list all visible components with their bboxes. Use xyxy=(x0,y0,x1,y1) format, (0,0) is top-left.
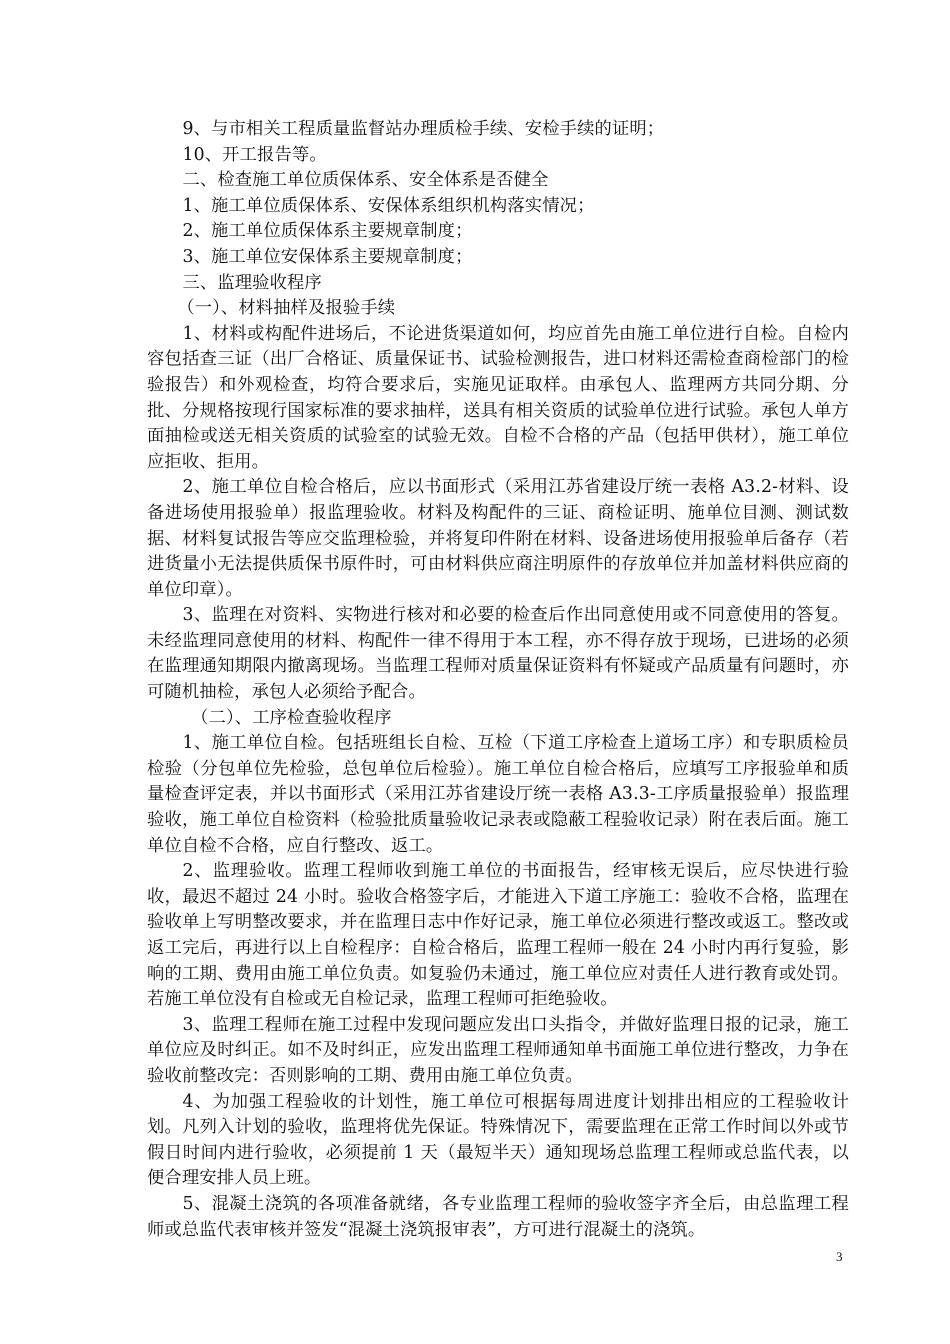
list-item-safety-rules: 3、施工单位安保体系主要规章制度； xyxy=(182,246,473,267)
paragraph-process-2: 2、监理验收。监理工程师收到施工单位的书面报告，经审核无误后，应尽快进行验收，最迟不超过 24 小时。验收合格签字后，才能进入下道工序施工：验收不合格，监理在验收单上写明整改要求，并在监理日志中作好记录，施工单位必须进行整改或返工。整改或返工完后，再进行以上自检程序：自检合格后，监理工程师一般在 24 小时内再行复验，影响的工期、费用由施工单位负责。如复验仍未通过，施工单位应对责任人进行教育或处罚。若施工单位没有自检或无自检记录，监理工程师可拒绝验收。 xyxy=(147,861,849,1010)
subsection-heading-material-sampling: （一）、材料抽样及报验手续 xyxy=(177,298,396,319)
paragraph-process-1: 1、施工单位自检。包括班组长自检、互检（下道工序检查上道场工序）和专职质检员检验（分包单位先检验，总包单位后检验）。施工单位自检合格后，应填写工序报验单和质量检查评定表，并以书面形式（采用江苏省建设厅统一表格 A3.3-工序质量报验单）报监理验收，施工单位自检资料（检验批质量验收记录表或隐蔽工程验收记录）附在表后面。施工单位自检不合格，应自行整改、返工。 xyxy=(147,733,849,856)
section-heading-quality-safety-system: 二、检查施工单位质保体系、安全体系是否健全 xyxy=(182,170,549,191)
paragraph-material-2: 2、施工单位自检合格后，应以书面形式（采用江苏省建设厅统一表格 A3.2-材料、设备进场使用报验单）报监理验收。材料及构配件的三证、商检证明、施单位目测、测试数据、材料复试报告等应交监理检验，并将复印件附在材料、设备进场使用报验单后备存（若进货量小无法提供质保书原件时，可由材料供应商注明原件的存放单位并加盖材料供应商的单位印章）。 xyxy=(147,477,849,600)
paragraph-material-1: 1、材料或构配件进场后，不论进货渠道如何，均应首先由施工单位进行自检。自检内容包括查三证（出厂合格证、质量保证书、试验检测报告，进口材料还需检查商检部门的检验报告）和外观检查，均符合要求后，实施见证取样。由承包人、监理两方共同分期、分批、分规格按现行国家标准的要求抽样，送具有相关资质的试验单位进行试验。承包人单方面抽检或送无相关资质的试验室的试验无效。自检不合格的产品（包括甲供材），施工单位应拒收、拒用。 xyxy=(147,323,849,472)
section-heading-acceptance-procedure: 三、监理验收程序 xyxy=(182,272,322,293)
list-item-organization: 1、施工单位质保体系、安保体系组织机构落实情况； xyxy=(182,195,595,216)
paragraph-process-4: 4、为加强工程验收的计划性，施工单位可根据每周进度计划排出相应的工程验收计划。凡列入计划的验收，监理将优先保证。特殊情况下，需要监理在正常工作时间以外或节假日时间内进行验收，必须提前 1 天（最短半天）通知现场总监理工程师或总监代表，以便合理安排人员上班。 xyxy=(147,1091,849,1189)
paragraph-process-5: 5、混凝土浇筑的各项准备就绪，各专业监理工程师的验收签字齐全后，由总监理工程师或总监代表审核并签发“混凝土浇筑报审表”，方可进行混凝土的浇筑。 xyxy=(147,1193,849,1240)
paragraph-process-3: 3、监理工程师在施工过程中发现问题应发出口头指令，并做好监理日报的记录，施工单位应及时纠正。如不及时纠正，应发出监理工程师通知单书面施工单位进行整改，力争在验收前整改完：否则影响的工期、费用由施工单位负责。 xyxy=(147,1014,849,1086)
list-item-10: 10、开工报告等。 xyxy=(182,144,327,165)
page-number: 3 xyxy=(836,1249,843,1264)
paragraph-material-3: 3、监理在对资料、实物进行核对和必要的检查后作出同意使用或不同意使用的答复。未经监理同意使用的材料、构配件一律不得用于本工程，亦不得存放于现场，已进场的必须在监理通知期限内撤离现场。当监理工程师对质量保证资料有怀疑或产品质量有问题时，亦可随机抽检，承包人必须给予配合。 xyxy=(147,605,849,703)
document-body xyxy=(147,117,849,1243)
list-item-quality-rules: 2、施工单位质保体系主要规章制度； xyxy=(182,221,473,242)
list-item-9: 9、与市相关工程质量监督站办理质检手续、安检手续的证明； xyxy=(182,119,665,139)
subsection-heading-process-inspection: （二）、工序检查验收程序 xyxy=(191,707,392,728)
